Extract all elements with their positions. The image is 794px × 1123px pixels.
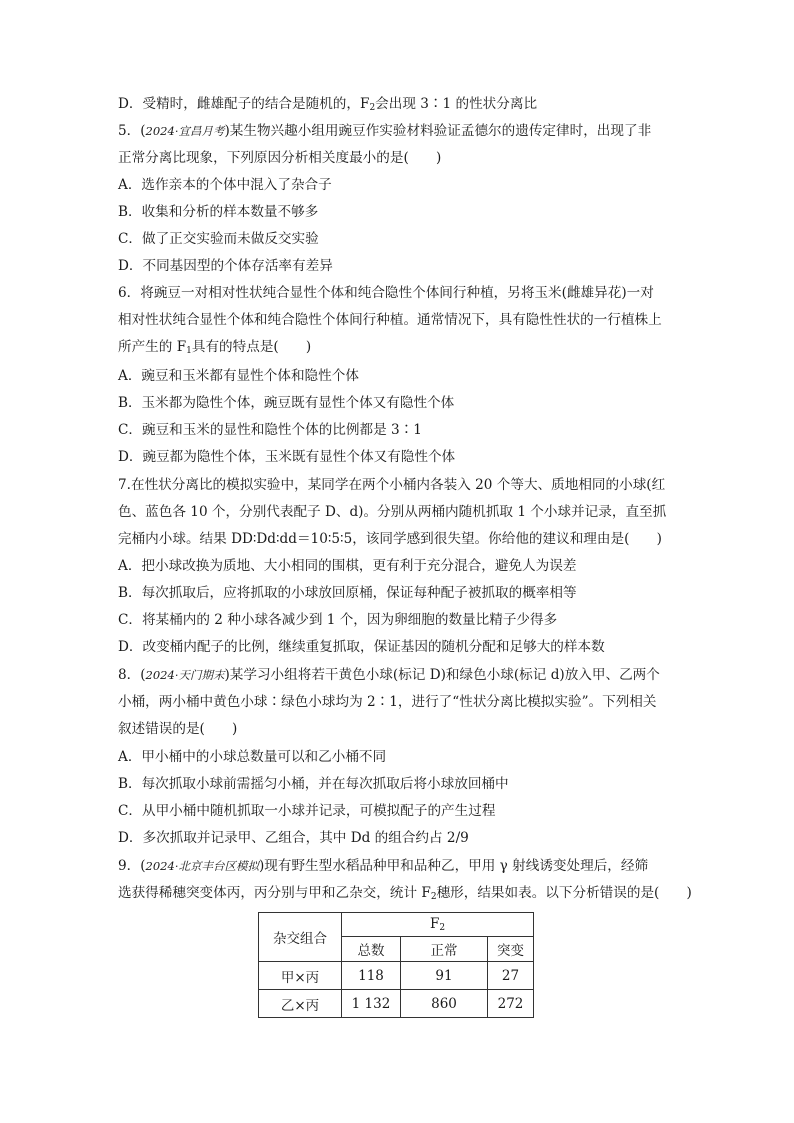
header-f2 <box>342 913 534 937</box>
q8-number: 8．( <box>118 667 146 683</box>
header-total: 总数 <box>342 937 401 962</box>
header-f2-label: F <box>429 916 440 932</box>
q4-option-d <box>118 95 537 117</box>
q5-option-c: C．做了正交实验而未做反交实验 <box>118 231 319 247</box>
cell-mutant: 27 <box>488 962 534 990</box>
header-f2-sub: 2 <box>439 923 446 933</box>
q6-stem-line2: 相对性状纯合显性个体和纯合隐性个体间行种植。通常情况下，具有隐性性状的一行植株上 <box>118 312 662 328</box>
q7-option-c: C．将某桶内的 2 种小球各减少到 1 个，因为卵细胞的数量比精子少得多 <box>118 612 558 628</box>
cross-results-table <box>258 912 534 1018</box>
q6-stem-text: 所产生的 F <box>118 339 187 355</box>
f2-subscript: 2 <box>369 103 376 113</box>
table-row <box>259 962 534 990</box>
q7-stem-line1: 7.在性状分离比的模拟实验中，某同学在两个小桶内各装入 20 个等大、质地相同的小球(红 <box>118 477 666 493</box>
q5-option-d: D．不同基因型的个体存活率有差异 <box>118 258 333 274</box>
q8-option-a: A．甲小桶中的小球总数量可以和乙小桶不同 <box>118 749 387 765</box>
q6-stem-line3 <box>118 338 311 360</box>
q5-option-a: A．选作亲本的个体中混入了杂合子 <box>118 177 332 193</box>
q8-option-d: D．多次抓取并记录甲、乙组合，其中 Dd 的组合约占 2/9 <box>118 830 469 846</box>
q4-option-d-text: D．受精时，雌雄配子的结合是随机的，F <box>118 96 370 112</box>
f2-subscript: 2 <box>430 892 437 902</box>
cell-mutant: 272 <box>488 990 534 1018</box>
q9-number: 9．( <box>118 858 146 874</box>
f1-subscript: 1 <box>186 346 192 356</box>
q7-option-d: D．改变桶内配子的比例，继续重复抓取，保证基因的随机分配和足够大的样本数 <box>118 639 605 655</box>
q7-stem-line2: 色、蓝色各 10 个，分别代表配子 D、d)。分别从两桶内随机抓取 1 个小球并记录，直至抓 <box>118 504 667 520</box>
q9-stem-text: )现有野生型水稻品种甲和品种乙，甲用 γ 射线诱变处理后，经筛 <box>258 858 649 874</box>
q5-option-b: B．收集和分析的样本数量不够多 <box>118 204 319 220</box>
cell-cross: 甲×丙 <box>259 962 342 990</box>
q8-stem-line1 <box>118 666 660 684</box>
q9-source: 2024·北京丰台区模拟 <box>145 859 259 873</box>
header-cross-group: 杂交组合 <box>259 913 342 962</box>
q4-option-d-tail: 会出现 3∶1 的性状分离比 <box>375 96 538 112</box>
header-mutant: 突变 <box>488 937 534 962</box>
q9-stem-line2 <box>118 884 692 906</box>
q5-stem-text: )某生物兴趣小组用豌豆作实验材料验证孟德尔的遗传定律时，出现了非 <box>224 123 652 139</box>
q8-source: 2024·天门期末 <box>145 668 225 682</box>
q8-stem-line2: 小桶，两小桶中黄色小球∶绿色小球均为 2∶1，进行了“性状分离比模拟实验”。下列相关 <box>118 694 657 710</box>
q6-stem-tail: 具有的特点是( ) <box>191 339 312 355</box>
q5-number: 5．( <box>118 123 146 139</box>
q8-stem-line3: 叙述错误的是( ) <box>118 721 238 737</box>
cell-normal: 860 <box>401 990 488 1018</box>
q7-option-a: A．把小球改换为质地、大小相同的围棋，更有利于充分混合，避免人为误差 <box>118 558 577 574</box>
cell-cross: 乙×丙 <box>259 990 342 1018</box>
table-row <box>259 990 534 1018</box>
q7-option-b: B．每次抓取后，应将抓取的小球放回原桶，保证每种配子被抓取的概率相等 <box>118 585 577 601</box>
q9-stem-tail: 穗形，结果如表。以下分析错误的是( ) <box>436 885 692 901</box>
cell-total: 1 132 <box>342 990 401 1018</box>
header-normal: 正常 <box>401 937 488 962</box>
q8-option-b: B．每次抓取小球前需摇匀小桶，并在每次抓取后将小球放回桶中 <box>118 776 509 792</box>
cell-normal: 91 <box>401 962 488 990</box>
q6-option-d: D．豌豆都为隐性个体，玉米既有显性个体又有隐性个体 <box>118 449 456 465</box>
q5-stem-line1 <box>118 122 651 140</box>
q8-option-c: C．从甲小桶中随机抓取一小球并记录，可模拟配子的产生过程 <box>118 803 496 819</box>
cell-total: 118 <box>342 962 401 990</box>
q6-option-b: B．玉米都为隐性个体，豌豆既有显性个体又有隐性个体 <box>118 395 455 411</box>
q7-stem-line3: 完桶内小球。结果 DD∶Dd∶dd＝10∶5∶5，该同学感到很失望。你给他的建议和理由是( ) <box>118 531 662 547</box>
q9-stem-text2: 选获得稀穗突变体丙，丙分别与甲和乙杂交，统计 F <box>118 885 431 901</box>
q9-stem-line1 <box>118 857 648 875</box>
q6-option-a: A．豌豆和玉米都有显性个体和隐性个体 <box>118 368 359 384</box>
q5-stem-line2: 正常分离比现象，下列原因分析相关度最小的是( ) <box>118 150 442 166</box>
q8-stem-text: )某学习小组将若干黄色小球(标记 D)和绿色小球(标记 d)放入甲、乙两个 <box>224 667 660 683</box>
q6-option-c: C．豌豆和玉米的显性和隐性个体的比例都是 3∶1 <box>118 422 422 438</box>
q5-source: 2024·宜昌月考 <box>145 124 225 138</box>
q6-stem-line1: 6．将豌豆一对相对性状纯合显性个体和纯合隐性个体间行种植，另将玉米(雌雄异花)一对 <box>118 285 654 301</box>
